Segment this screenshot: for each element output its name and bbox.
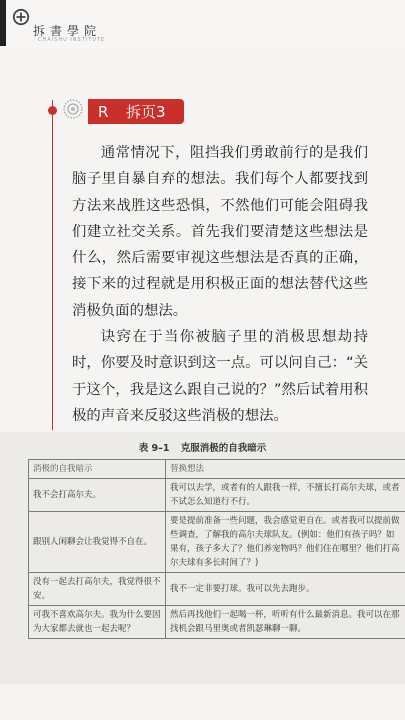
book-page-photo: [0, 432, 405, 684]
brand-subtitle: CHAISHU INSTITUTE: [38, 37, 106, 43]
app-header: [0, 0, 405, 50]
brand-name: 拆書學院: [33, 24, 102, 38]
table-row: [29, 479, 405, 512]
article-body: [72, 140, 368, 429]
table-row: [29, 512, 405, 573]
table-caption-title: 克服消极的自我暗示: [180, 443, 267, 454]
timeline-line: [52, 100, 53, 430]
table-header-row: [29, 460, 405, 479]
section-title: 拆页3: [126, 103, 166, 121]
section-tag: [88, 99, 184, 124]
table-row: [29, 573, 405, 606]
table-caption: [0, 440, 405, 454]
table-cell-negative: 我不会打高尔夫。: [29, 479, 166, 512]
table-header-replacement: 替换想法: [166, 460, 405, 479]
table-cell-replacement: 要是提前准备一些问题，我会感觉更自在。或者我可以提前做些调查，了解我的高尔夫球队友。(例如：他们有孩子吗？如果有，孩子多大了？他们养宠物吗？他们住在哪里？他们打高尔夫球有多长时间了？): [166, 512, 405, 573]
page-footer-area: [0, 684, 405, 720]
header-accent-bar: [0, 0, 6, 46]
table-row: [29, 606, 405, 639]
table-cell-replacement: 我不一定非要打球。我可以先去跑步。: [166, 573, 405, 606]
table-cell-replacement: 然后再找他们一起喝一杯，听听有什么最新消息。我可以在那找机会跟马里奥或者凯瑟琳聊一聊。: [166, 606, 405, 639]
table-cell-negative: 跟别人闲聊会让我觉得不自在。: [29, 512, 166, 573]
table-header-negative: 消极的自我暗示: [29, 460, 166, 479]
section-letter: R: [98, 102, 109, 121]
gear-wheel-icon: [62, 98, 84, 120]
timeline-dot: [48, 106, 57, 115]
brand-logo-icon: [12, 8, 30, 26]
table-cell-replacement: 我可以去学，或者有的人跟我一样，不擅长打高尔夫球，或者不试怎么知道行不行。: [166, 479, 405, 512]
self-talk-table: [28, 459, 405, 639]
table-caption-number: 表 9–1: [138, 443, 170, 454]
paragraph-2: 诀窍在于当你被脑子里的消极思想劫持时，你要及时意识到这一点。可以问自己：“关于这个，我是这么跟自己说的？”然后试着用积极的声音来反驳这些消极的想法。: [72, 329, 368, 424]
table-cell-negative: 没有一起去打高尔夫，我觉得很不安。: [29, 573, 166, 606]
table-cell-negative: 可我不喜欢高尔夫。我为什么要因为大家都去就也一起去呢？: [29, 606, 166, 639]
paragraph-1: 通常情况下，阻挡我们勇敢前行的是我们脑子里自暴自弃的想法。我们每个人都要找到方法来战胜这些恐惧，不然他们可能会阻碍我们建立社交关系。首先我们要清楚这些想法是什么，然后需要审视这些想法是否真的正确，接下来的过程就是用积极正面的想法替代这些消极负面的想法。: [72, 145, 368, 319]
